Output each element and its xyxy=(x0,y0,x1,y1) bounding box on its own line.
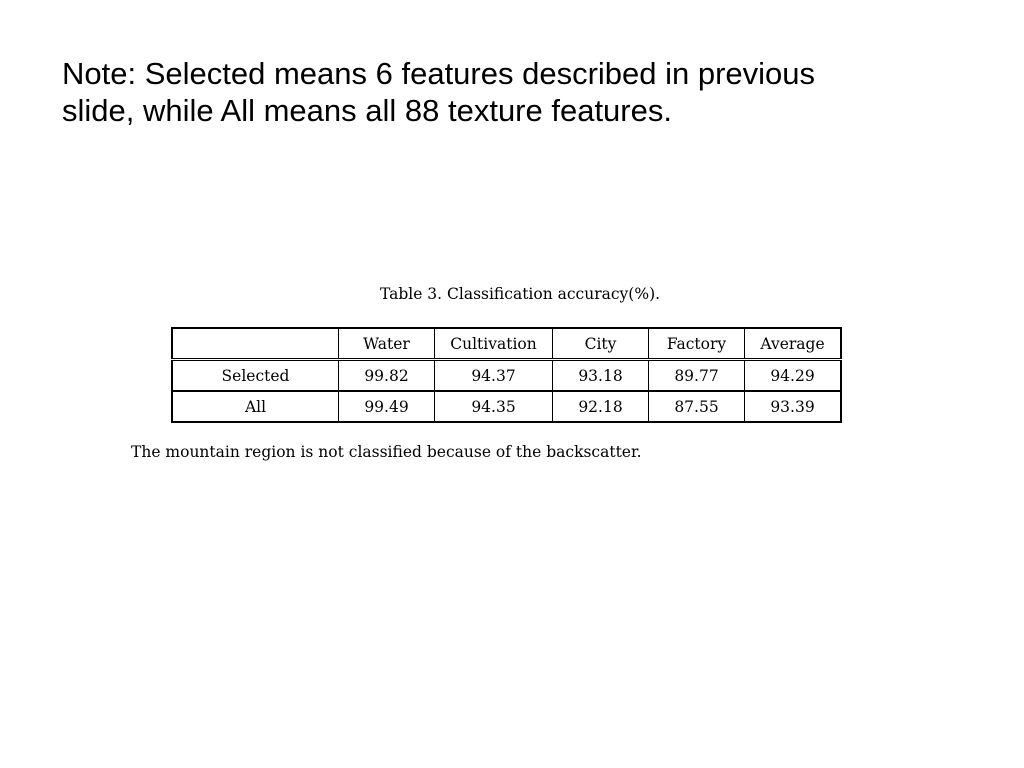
table-cell: 94.35 xyxy=(435,391,553,422)
header-cell-average: Average xyxy=(745,328,842,360)
note-line-1: Note: Selected means 6 features described in previous xyxy=(62,56,816,91)
table-cell: 99.49 xyxy=(339,391,435,422)
table-cell: 94.37 xyxy=(435,360,553,392)
header-cell-factory: Factory xyxy=(649,328,745,360)
row-label: Selected xyxy=(172,360,339,392)
classification-accuracy-table xyxy=(171,327,842,423)
table-footnote: The mountain region is not classified because of the backscatter. xyxy=(131,443,642,461)
table-header-row xyxy=(172,328,841,360)
table-cell: 93.18 xyxy=(553,360,649,392)
table-caption: Table 3. Classification accuracy(%). xyxy=(379,285,661,303)
table-row-all xyxy=(172,391,841,422)
table-cell: 93.39 xyxy=(745,391,842,422)
header-cell-empty xyxy=(172,328,339,360)
table-cell: 92.18 xyxy=(553,391,649,422)
table-cell: 99.82 xyxy=(339,360,435,392)
table-row-selected xyxy=(172,360,841,392)
table-cell: 89.77 xyxy=(649,360,745,392)
header-cell-water: Water xyxy=(339,328,435,360)
table-cell: 87.55 xyxy=(649,391,745,422)
header-cell-cultivation: Cultivation xyxy=(435,328,553,360)
table-cell: 94.29 xyxy=(745,360,842,392)
header-cell-city: City xyxy=(553,328,649,360)
note-line-2: slide, while All means all 88 texture features. xyxy=(62,93,672,128)
note-text xyxy=(62,55,962,129)
row-label: All xyxy=(172,391,339,422)
